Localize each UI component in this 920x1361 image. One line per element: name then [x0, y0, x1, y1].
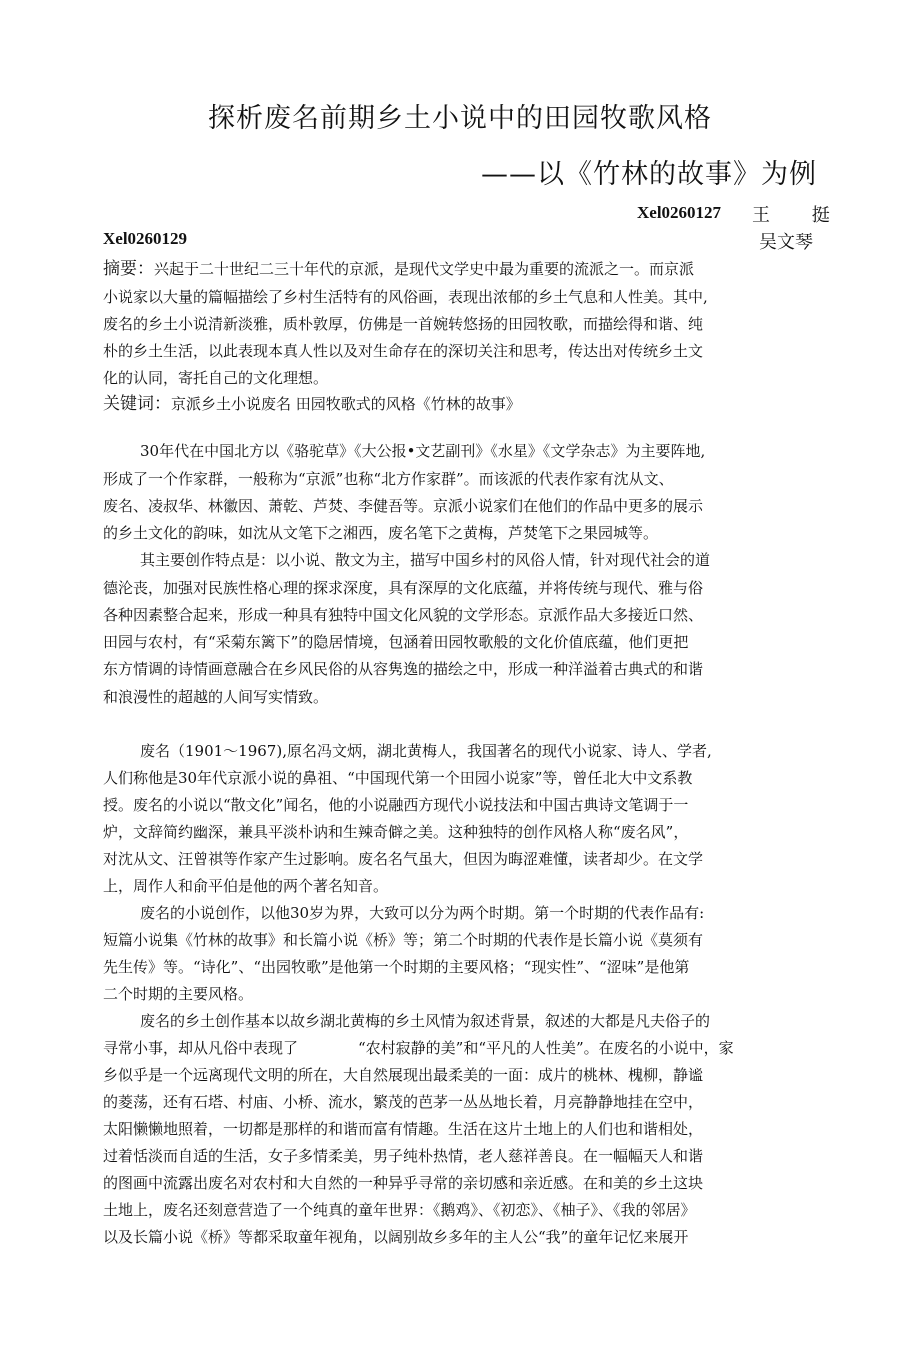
body-line: 废名的小说创作，以他30岁为界，大致可以分为两个时期。第一个时期的代表作品有:: [140, 904, 705, 922]
body-line: 的乡土文化的韵味，如沈从文笔下之湘西，废名笔下之黄梅，芦焚笔下之果园城等。: [103, 524, 659, 542]
abstract-line: 朴的乡土生活，以此表现本真人性以及对生命存在的深切关注和思考，传达出对传统乡土文: [103, 342, 704, 360]
body-line: 废名的乡土创作基本以故乡湖北黄梅的乡土风情为叙述背景，叙述的大都是凡夫俗子的: [140, 1012, 711, 1030]
body-line: 人们称他是30年代京派小说的鼻祖、“中国现代第一个田园小说家”等，曾任北大中文系教: [103, 769, 693, 787]
body-line: 二个时期的主要风格。: [103, 985, 254, 1003]
body-line: 各种因素整合起来，形成一种具有独特中国文化风貌的文学形态。京派作品大多接近口然、: [103, 606, 704, 624]
body-line: 和浪漫性的超越的人间写实情致。: [103, 688, 329, 706]
body-line: 的菱荡，还有石塔、村庙、小桥、流水，繁茂的芭茅一丛丛地长着，月亮静静地挂在空中，: [103, 1093, 704, 1111]
body-line: 以及长篇小说《桥》等都采取童年视角，以阔别故乡多年的主人公“我”的童年记忆来展开: [103, 1228, 689, 1246]
body-line: 德沦丧，加强对民族性格心理的探求深度，具有深厚的文化底蕴，并将传统与现代、雅与俗: [103, 579, 704, 597]
abstract-line: 废名的乡土小说清新淡雅，质朴敦厚，仿佛是一首婉转悠扬的田园牧歌，而描绘得和谐、纯: [103, 315, 704, 333]
body-line: 东方情调的诗情画意融合在乡风民俗的从容隽逸的描绘之中，形成一种洋溢着古典式的和谐: [103, 660, 704, 678]
abstract-first-line: 兴起于二十世纪二三十年代的京派，是现代文学史中最为重要的流派之一。而京派: [154, 260, 695, 278]
body-line: 过着恬淡而自适的生活，女子多情柔美，男子纯朴热情，老人慈祥善良。在一幅幅天人和谐: [103, 1147, 704, 1165]
body-line: 30年代在中国北方以《骆驼草》《大公报•文艺副刊》《水星》《文学杂志》为主要阵地,: [140, 442, 706, 460]
body-line: 授。废名的小说以“散文化”闻名，他的小说融西方现代小说技法和中国古典诗文笔调于一: [103, 796, 689, 814]
body-line: 废名（1901～1967),原名冯文炳，湖北黄梅人，我国著名的现代小说家、诗人、学者,: [140, 742, 712, 760]
author-id-1: Xel0260127: [637, 203, 722, 222]
keywords-text: 京派乡土小说废名 田园牧歌式的风格《竹林的故事》: [171, 395, 521, 413]
abstract-label: 摘要：: [103, 259, 154, 279]
body-line: 先生传》等。“诗化”、“出园牧歌”是他第一个时期的主要风格；“现实性”、“涩味”是他第: [103, 958, 690, 976]
body-line: 上，周作人和俞平伯是他的两个著名知音。: [103, 877, 389, 895]
keywords-label: 关键词：: [103, 394, 171, 414]
keywords-line: [103, 394, 521, 414]
body-line: 寻常小事，却从凡俗中表现了 “农村寂静的美”和“平凡的人性美”。在废名的小说中，家: [103, 1039, 734, 1057]
article-title: 探析废名前期乡土小说中的田园牧歌风格: [208, 103, 712, 134]
body-line: 形成了一个作家群，一般称为“京派”也称“北方作家群”。而该派的代表作家有沈从文、: [103, 470, 674, 488]
abstract-line: 小说家以大量的篇幅描绘了乡村生活特有的风俗画，表现出浓郁的乡土气息和人性美。其中,: [103, 288, 708, 306]
author-id-2: Xel0260129: [103, 229, 188, 248]
body-line: 炉，文辞简约幽深，兼具平淡朴讷和生辣奇僻之美。这种独特的创作风格人称“废名风”，: [103, 823, 689, 841]
body-line: 田园与农村，有“采菊东篱下”的隐居情境，包涵着田园牧歌般的文化价值底蕴，他们更把: [103, 633, 689, 651]
body-line: 短篇小说集《竹林的故事》和长篇小说《桥》等；第二个时期的代表作是长篇小说《莫须有: [103, 931, 704, 949]
abstract-line: [103, 259, 694, 279]
author-name-2: 吴文琴: [759, 232, 813, 253]
abstract-line: 化的认同，寄托自己的文化理想。: [103, 369, 329, 387]
body-line: 其主要创作特点是：以小说、散文为主，描写中国乡村的风俗人情，针对现代社会的道: [140, 551, 711, 569]
body-line: 乡似乎是一个远离现代文明的所在，大自然展现出最柔美的一面：成片的桃林、槐柳，静谧: [103, 1066, 704, 1084]
body-line: 废名、凌叔华、林徽因、萧乾、芦焚、李健吾等。京派小说家们在他们的作品中更多的展示: [103, 497, 704, 515]
body-line: 太阳懒懒地照着，一切都是那样的和谐而富有情趣。生活在这片土地上的人们也和谐相处，: [103, 1120, 704, 1138]
body-line: 的图画中流露出废名对农村和大自然的一种异乎寻常的亲切感和亲近感。在和美的乡土这块: [103, 1174, 704, 1192]
article-subtitle: ——以《竹林的故事》为例: [481, 159, 817, 190]
body-line: 对沈从文、汪曾祺等作家产生过影响。废名名气虽大，但因为晦涩难懂，读者却少。在文学: [103, 850, 704, 868]
author-name-1: 王 挺: [752, 205, 848, 226]
body-line: 土地上，废名还刻意营造了一个纯真的童年世界：《鹅鸡》、《初恋》、《柚子》、《我的邻居》: [103, 1201, 696, 1219]
